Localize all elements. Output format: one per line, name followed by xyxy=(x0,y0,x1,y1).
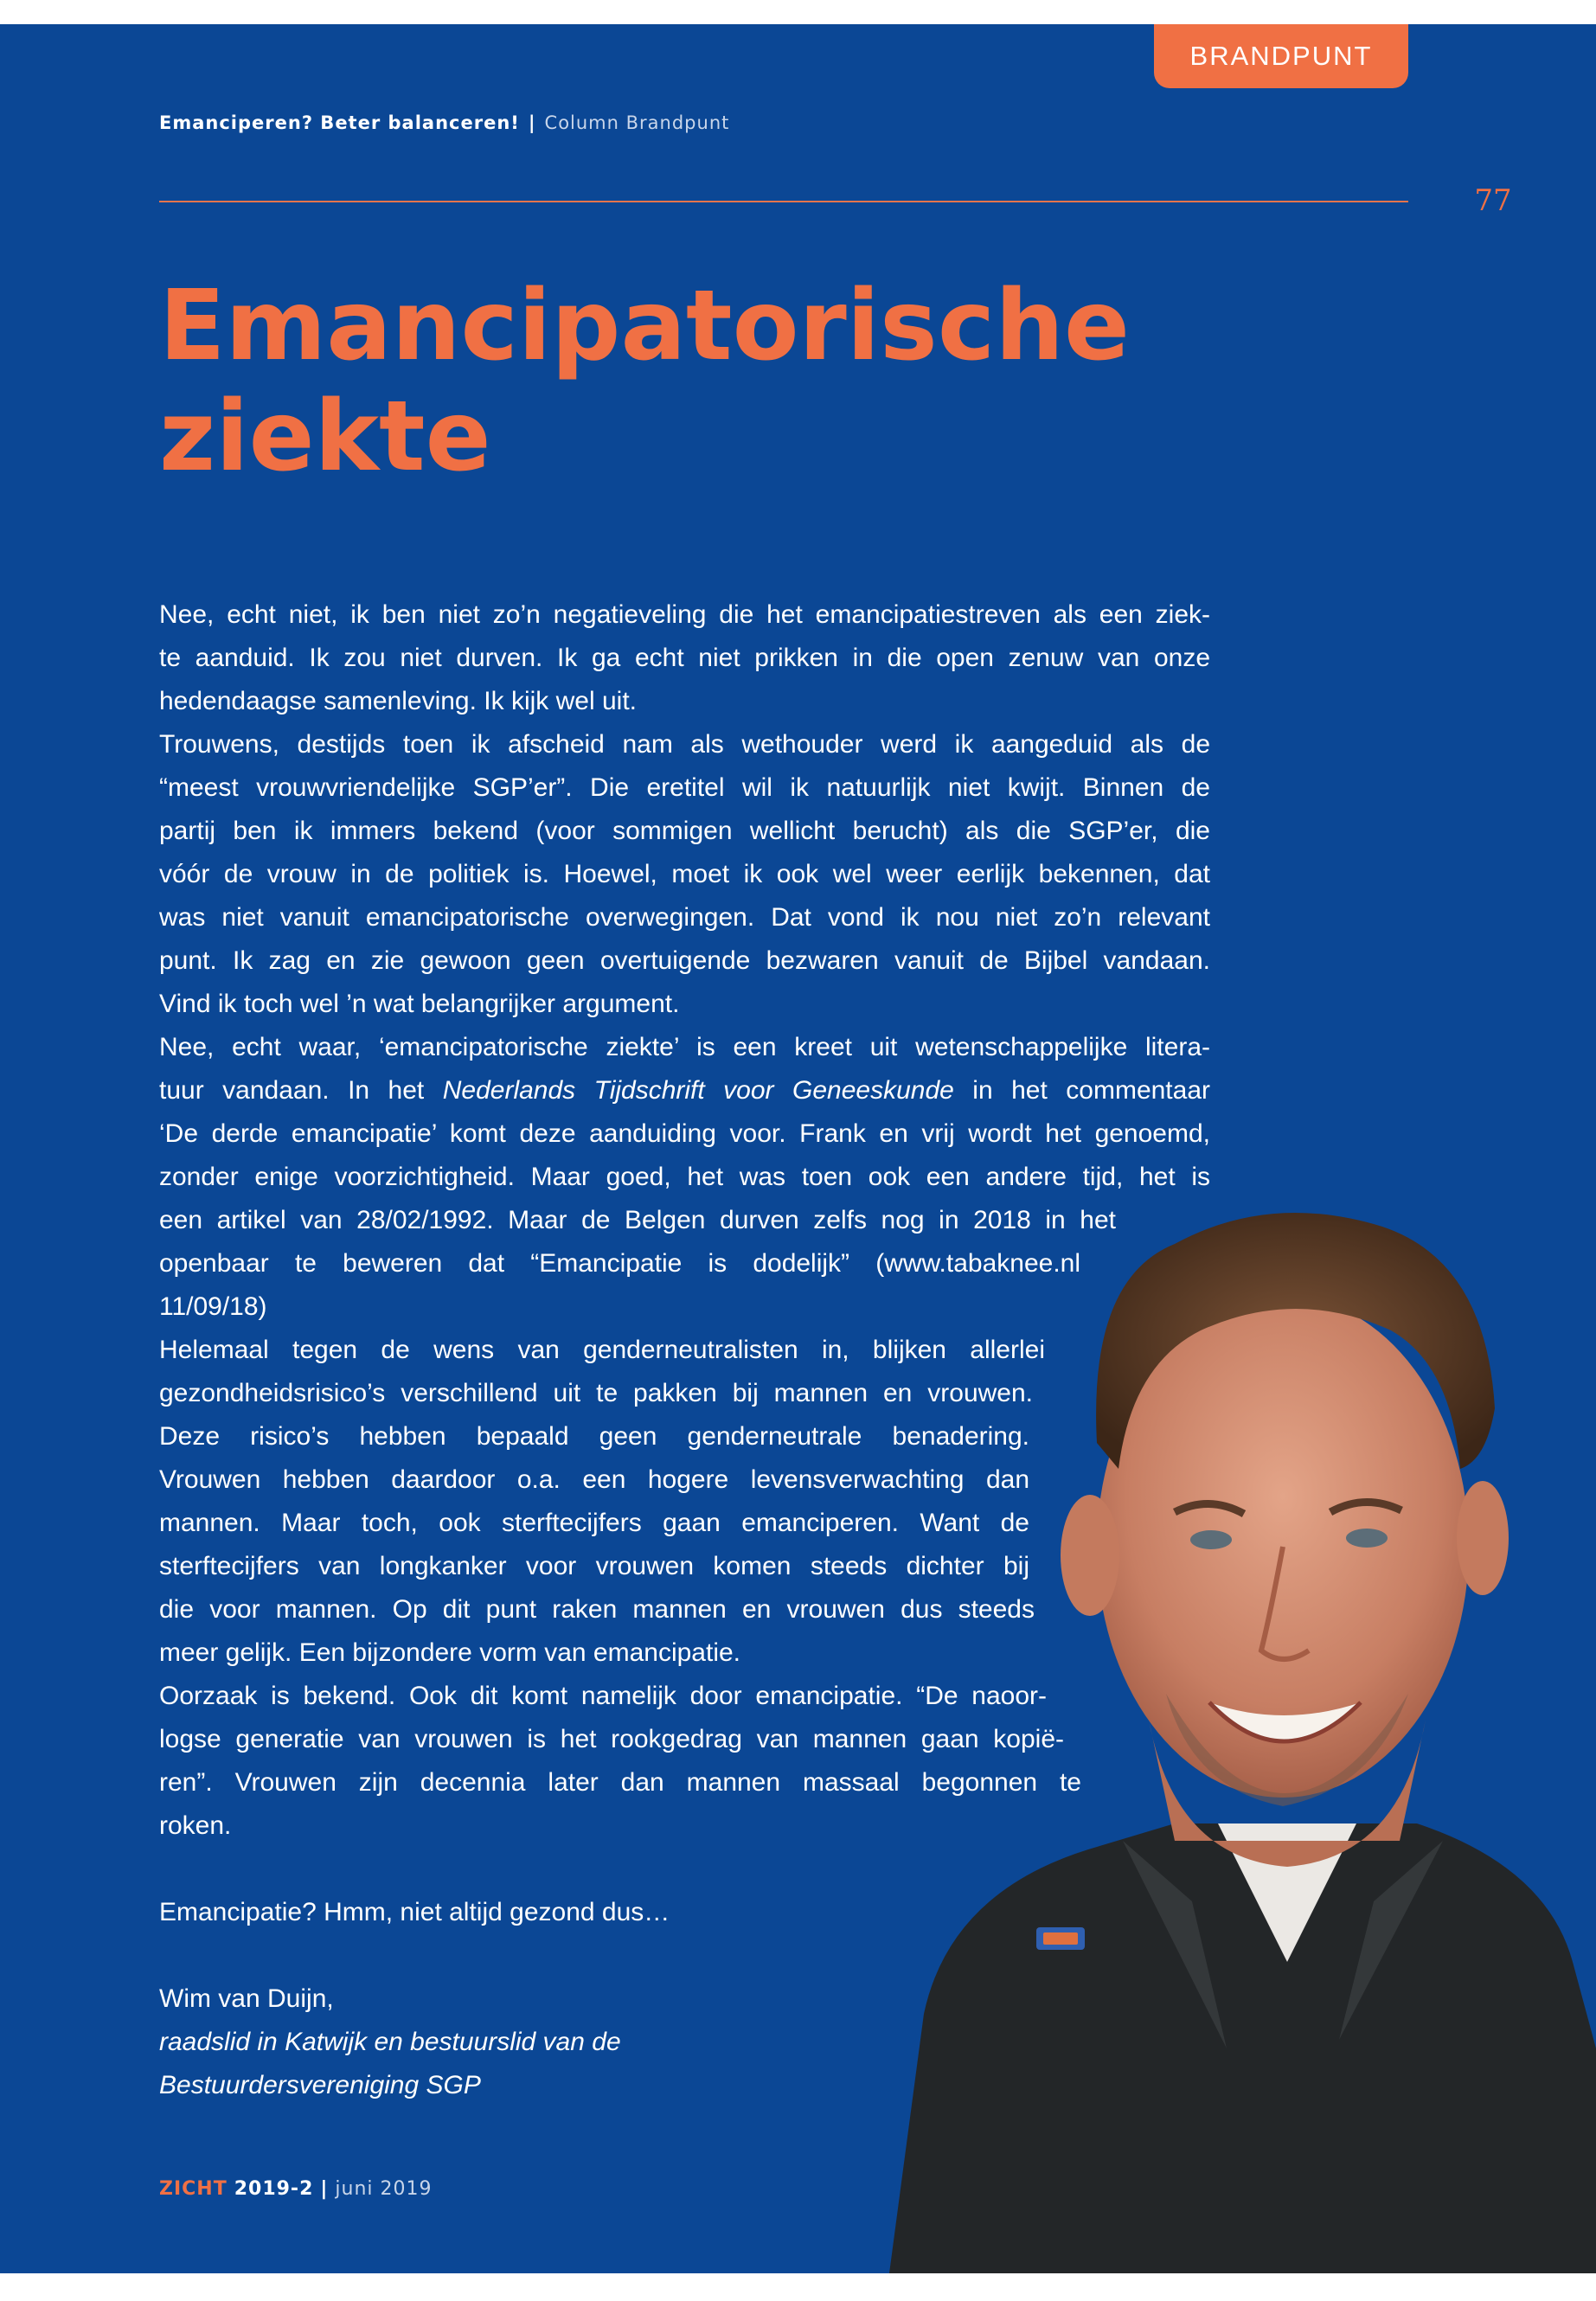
running-subtitle: Column Brandpunt xyxy=(544,112,730,133)
article-body xyxy=(159,593,1210,2107)
paragraph-4 xyxy=(159,1329,1210,1675)
magazine-page xyxy=(0,24,1596,2273)
text-line: een artikel van 28/02/1992. Maar de Belgen durven zelfs nog in 2018 in het xyxy=(159,1206,1116,1234)
article-title-line-1: Emancipatorische xyxy=(159,270,1130,382)
running-header-separator: | xyxy=(528,112,536,133)
paragraph-5 xyxy=(159,1675,1210,1848)
text-line: roken. xyxy=(159,1811,232,1840)
text-line: gezondheidsrisico’s verschillend uit te pakken bij mannen en vrouwen. xyxy=(159,1379,1033,1407)
section-tab-label: BRANDPUNT xyxy=(1189,41,1373,71)
author-role-line-1: raadslid in Katwijk en bestuurslid van de xyxy=(159,2028,621,2056)
issue-date: juni 2019 xyxy=(335,2178,433,2200)
text-line: Oorzaak is bekend. Ook dit komt namelijk door emancipatie. “De naoor- xyxy=(159,1682,1047,1710)
author-signature xyxy=(159,1977,1210,2107)
section-tab xyxy=(1154,24,1408,88)
paragraph-2 xyxy=(159,723,1210,1026)
text-line: Helemaal tegen de wens van genderneutralisten in, blijken allerlei xyxy=(159,1336,1045,1364)
text-fragment: tuur vandaan. In het xyxy=(159,1076,443,1105)
text-line: vóór de vrouw in de politiek is. Hoewel, moet ik ook wel weer eerlijk bekennen, dat xyxy=(159,860,1210,888)
paragraph-1 xyxy=(159,593,1210,723)
closing-line: Emancipatie? Hmm, niet altijd gezond dus… xyxy=(159,1898,670,1926)
spacer xyxy=(159,1934,1210,1977)
article-title xyxy=(159,271,1370,492)
text-line: 11/09/18) xyxy=(159,1292,267,1321)
issue-number: 2019-2 xyxy=(234,2178,314,2200)
text-line: Vrouwen hebben daardoor o.a. een hogere levensverwachting dan xyxy=(159,1465,1029,1494)
text-line: Nee, echt waar, ‘emancipatorische ziekte’ is een kreet uit wetenschappelijke litera- xyxy=(159,1033,1210,1061)
text-line: zonder enige voorzichtigheid. Maar goed, het was toen ook een andere tijd, het is xyxy=(159,1163,1210,1191)
text-line: Nee, echt niet, ik ben niet zo’n negatieveling die het emancipatiestreven als een ziek- xyxy=(159,600,1210,629)
header-rule xyxy=(159,201,1408,202)
text-line: ren”. Vrouwen zijn decennia later dan mannen massaal begonnen te xyxy=(159,1768,1081,1797)
text-line: Deze risico’s hebben bepaald geen genderneutrale benadering. xyxy=(159,1422,1029,1451)
journal-title: Nederlands Tijdschrift voor Geneeskunde xyxy=(442,1076,954,1105)
author-role-line-2: Bestuurdersvereniging SGP xyxy=(159,2071,481,2099)
text-line: Trouwens, destijds toen ik afscheid nam als wethouder werd ik aangeduid als de xyxy=(159,730,1210,759)
paragraph-3 xyxy=(159,1026,1210,1329)
page-number: 77 xyxy=(1474,183,1512,218)
text-line: was niet vanuit emancipatorische overwegingen. Dat vond ik nou niet zo’n relevant xyxy=(159,903,1210,932)
text-line: “meest vrouwvriendelijke SGP’er”. Die eretitel wil ik natuurlijk niet kwijt. Binnen de xyxy=(159,773,1210,802)
text-line: te aanduid. Ik zou niet durven. Ik ga echt niet prikken in die open zenuw van onze xyxy=(159,644,1210,672)
text-line: Vind ik toch wel ’n wat belangrijker argument. xyxy=(159,990,680,1018)
running-header xyxy=(159,112,729,133)
text-line: punt. Ik zag en zie gewoon geen overtuigende bezwaren vanuit de Bijbel vandaan. xyxy=(159,946,1210,975)
text-line: logse generatie van vrouwen is het rookgedrag van mannen gaan kopië- xyxy=(159,1725,1064,1753)
text-line: die voor mannen. Op dit punt raken mannen en vrouwen dus steeds xyxy=(159,1595,1035,1624)
author-name: Wim van Duijn, xyxy=(159,1984,334,2013)
text-line: hedendaagse samenleving. Ik kijk wel uit. xyxy=(159,687,637,715)
text-line xyxy=(159,1069,1210,1112)
text-line: mannen. Maar toch, ook sterftecijfers gaan emanciperen. Want de xyxy=(159,1509,1029,1537)
text-line: partij ben ik immers bekend (voor sommigen wellicht berucht) als die SGP’er, die xyxy=(159,817,1210,845)
spacer xyxy=(159,1848,1210,1891)
text-line: meer gelijk. Een bijzondere vorm van emancipatie. xyxy=(159,1638,740,1667)
page-footer xyxy=(159,2178,433,2200)
text-fragment: in het commentaar xyxy=(953,1076,1211,1105)
article-title-line-2: ziekte xyxy=(159,381,491,493)
footer-separator: | xyxy=(320,2178,329,2200)
text-line: sterftecijfers van longkanker voor vrouwen komen steeds dichter bij xyxy=(159,1552,1029,1580)
text-line: openbaar te beweren dat “Emancipatie is dodelijk” (www.tabaknee.nl xyxy=(159,1249,1080,1278)
magazine-brand: ZICHT xyxy=(159,2178,228,2200)
text-line: ‘De derde emancipatie’ komt deze aanduiding voor. Frank en vrij wordt het genoemd, xyxy=(159,1119,1210,1148)
running-title: Emanciperen? Beter balanceren! xyxy=(159,112,520,133)
